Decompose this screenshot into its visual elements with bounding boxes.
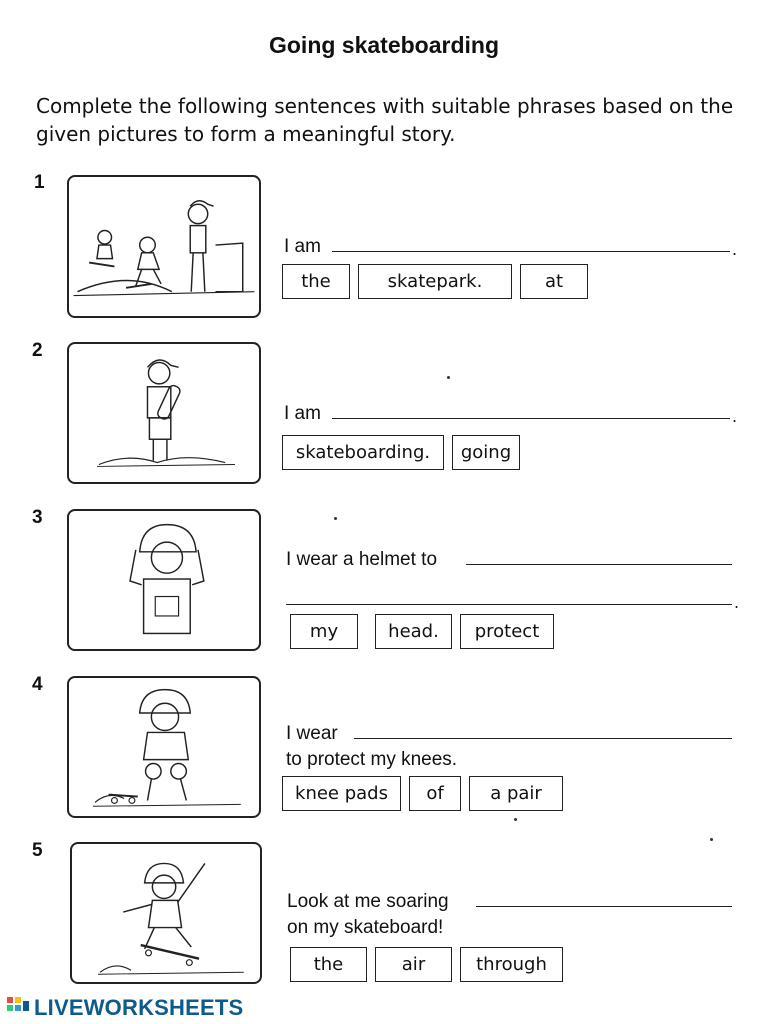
word-chip-q2-skateboarding[interactable]: skateboarding.	[282, 435, 444, 470]
word-chip-q3-protect[interactable]: protect	[460, 614, 554, 649]
word-chip-q5-the[interactable]: the	[290, 947, 367, 982]
word-chip-q4-knee-pads[interactable]: knee pads	[282, 776, 401, 811]
children-at-skatepark-illustration	[67, 175, 261, 318]
instructions-text: Complete the following sentences with suitable phrases based on the given pictures to form a meaningful story.	[36, 94, 734, 146]
sentence-3-start: I wear a helmet to	[286, 549, 438, 570]
sentence-2-start: I am	[284, 403, 321, 424]
question-number-5: 5	[32, 840, 43, 861]
boy-putting-on-knee-pads-illustration	[67, 676, 261, 818]
sentence-5-cont: on my skateboard!	[287, 917, 444, 938]
question-number-4: 4	[32, 674, 43, 695]
question-number-3: 3	[32, 507, 43, 528]
answer-line-5	[476, 906, 732, 907]
word-chip-q1-at[interactable]: at	[520, 264, 588, 299]
page-title: Going skateboarding	[268, 32, 500, 58]
footer-brand[interactable]	[6, 994, 243, 1022]
answer-line-3b	[286, 604, 732, 605]
footer-brand-text: LIVEWORKSHEETS	[34, 995, 244, 1020]
stray-mark	[514, 818, 517, 821]
question-number-2: 2	[32, 340, 43, 361]
question-number-1: 1	[34, 172, 45, 193]
sentence-5-start: Look at me soaring	[287, 891, 449, 912]
sentence-3-end: .	[734, 593, 740, 612]
sentence-4-cont: to protect my knees.	[286, 749, 458, 770]
word-chip-q5-through[interactable]: through	[460, 947, 563, 982]
sentence-2-end: .	[732, 407, 738, 426]
boy-holding-skateboard-illustration	[67, 342, 261, 484]
sentence-1-end: .	[732, 240, 738, 259]
sentence-4-start: I wear	[286, 723, 338, 744]
word-chip-q4-of[interactable]: of	[409, 776, 461, 811]
answer-line-4	[354, 738, 732, 739]
answer-line-3a	[466, 564, 732, 565]
word-chip-q1-skatepark[interactable]: skatepark.	[358, 264, 512, 299]
sentence-1-start: I am	[284, 236, 321, 257]
liveworksheets-logo-icon	[6, 995, 30, 1021]
stray-mark	[447, 376, 450, 379]
answer-line-1	[332, 251, 730, 252]
word-chip-q1-the[interactable]: the	[282, 264, 350, 299]
boy-jumping-on-skateboard-illustration	[70, 842, 262, 984]
word-chip-q3-my[interactable]: my	[290, 614, 358, 649]
boy-wearing-helmet-illustration	[67, 509, 261, 651]
stray-mark	[710, 838, 713, 841]
word-chip-q5-air[interactable]: air	[375, 947, 452, 982]
word-chip-q2-going[interactable]: going	[452, 435, 520, 470]
word-chip-q4-a-pair[interactable]: a pair	[469, 776, 563, 811]
word-chip-q3-head[interactable]: head.	[375, 614, 452, 649]
answer-line-2	[332, 418, 730, 419]
stray-mark	[334, 517, 337, 520]
